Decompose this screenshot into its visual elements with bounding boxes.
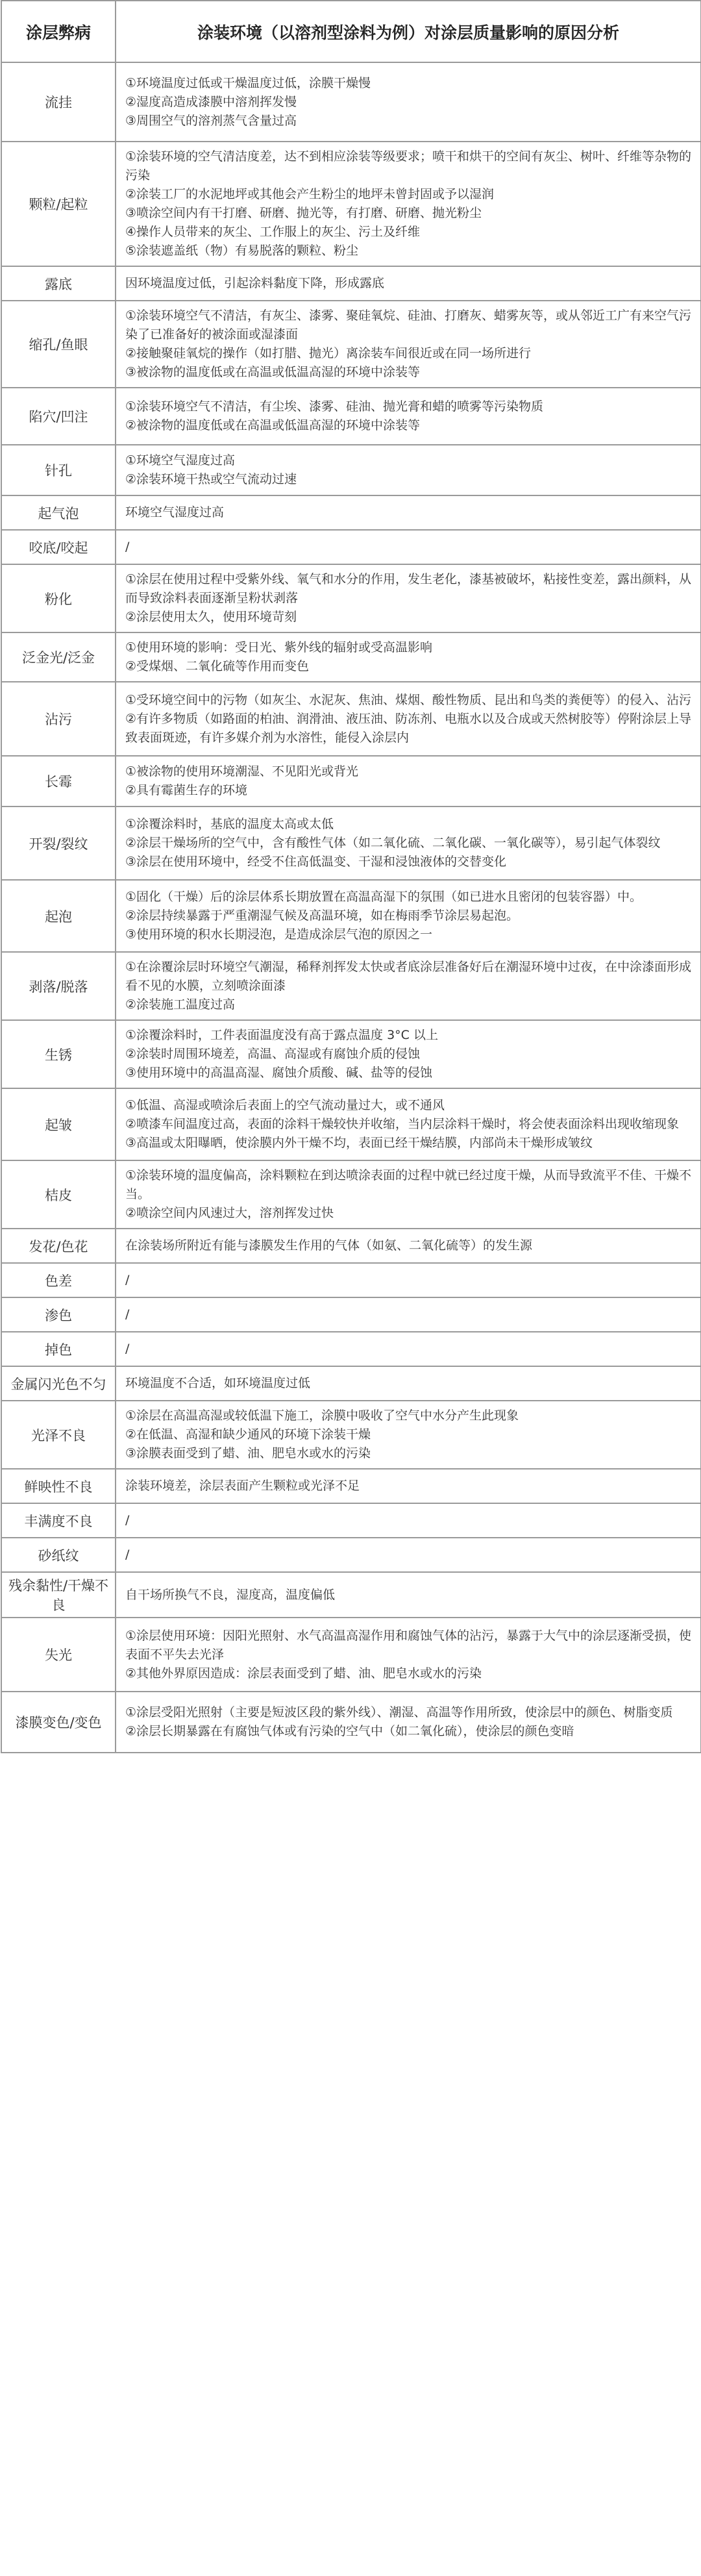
table-row xyxy=(1,62,701,142)
cause-cell xyxy=(116,495,701,530)
cause-line: / xyxy=(125,1342,130,1356)
cause-cell xyxy=(116,1469,701,1503)
table-row xyxy=(1,1469,701,1503)
cause-line: ②涂层使用太久，使用环境苛刻 xyxy=(125,610,297,624)
cause-cell xyxy=(116,807,701,880)
cause-cell xyxy=(116,1088,701,1160)
cause-line: ①在涂覆涂层时环境空气潮湿，稀释剂挥发太快或者底涂层准备好后在潮湿环境中过夜，在中涂漆面形成看不见的水膜，立刻喷涂面漆 xyxy=(125,960,692,993)
cause-cell xyxy=(116,1332,701,1366)
table-row xyxy=(1,1020,701,1088)
cause-line: ②其他外界原因造成：涂层表面受到了蜡、油、肥皂水或水的污染 xyxy=(125,1666,482,1681)
defect-name-cell: 流挂 xyxy=(1,62,116,142)
cause-line: 涂装环境差，涂层表面产生颗粒或光泽不足 xyxy=(125,1479,360,1493)
defect-name-cell: 长霉 xyxy=(1,756,116,807)
defect-name-cell: 光泽不良 xyxy=(1,1401,116,1469)
cause-line: / xyxy=(125,1273,130,1287)
defect-name-cell: 起气泡 xyxy=(1,495,116,530)
cause-line: ③涂膜表面受到了蜡、油、肥皂水或水的污染 xyxy=(125,1446,371,1460)
table-row xyxy=(1,952,701,1020)
cause-cell xyxy=(116,564,701,632)
cause-line: ③周围空气的溶剂蒸气含量过高 xyxy=(125,113,297,128)
defect-name-cell: 残余黏性/干燥不良 xyxy=(1,1572,116,1618)
table-row xyxy=(1,1332,701,1366)
cause-line: ②受煤烟、二氧化硫等作用而变色 xyxy=(125,659,310,673)
defect-name-cell: 剥落/脱落 xyxy=(1,952,116,1020)
cause-line: 环境空气湿度过高 xyxy=(125,505,225,519)
cause-cell xyxy=(116,388,701,445)
table-row xyxy=(1,682,701,756)
defect-analysis-table xyxy=(1,0,701,1753)
cause-line: ②接触聚硅氧烷的操作（如打腊、抛光）离涂装车间很近或在同一场所进行 xyxy=(125,346,532,360)
cause-line: / xyxy=(125,1547,130,1562)
cause-cell xyxy=(116,1572,701,1618)
cause-line: ①使用环境的影响：受日光、紫外线的辐射或受高温影响 xyxy=(125,640,433,655)
cause-line: ①低温、高湿或喷涂后表面上的空气流动量过大，或不通风 xyxy=(125,1098,445,1112)
cause-cell xyxy=(116,1263,701,1297)
cause-line: ②涂装时周围环境差，高温、高湿或有腐蚀介质的侵蚀 xyxy=(125,1047,421,1061)
cause-line: / xyxy=(125,1513,130,1527)
table-row xyxy=(1,756,701,807)
table-row xyxy=(1,632,701,682)
defect-name-cell: 掉色 xyxy=(1,1332,116,1366)
defect-name-cell: 露底 xyxy=(1,266,116,301)
defect-name-cell: 起泡 xyxy=(1,880,116,952)
cause-line: ③使用环境的积水长期浸泡，是造成涂层气泡的原因之一 xyxy=(125,927,433,942)
defect-name-cell: 鲜映性不良 xyxy=(1,1469,116,1503)
cause-line: ②被涂物的温度低或在高温或低温高湿的环境中涂装等 xyxy=(125,418,421,432)
cause-line: 在涂装场所附近有能与漆膜发生作用的气体（如氨、二氧化硫等）的发生源 xyxy=(125,1238,533,1253)
table-row xyxy=(1,1503,701,1538)
table-row xyxy=(1,301,701,388)
table-header-row xyxy=(1,1,701,62)
cause-line: ②具有霉菌生存的环境 xyxy=(125,783,248,797)
table-row xyxy=(1,1366,701,1401)
cause-line: ②有许多物质（如路面的柏油、润滑油、液压油、防冻剂、电瓶水以及合成或天然树胶等）停附涂层上导致表面斑迹，有许多媒介剂为水溶性，能侵入涂层内 xyxy=(125,711,692,745)
cause-line: ③高温或太阳曝晒，使涂膜内外干燥不均，表面已经干燥结膜，内部尚未干燥形成皱纹 xyxy=(125,1136,593,1150)
cause-line: ①涂层在高温高湿或较低温下施工，涂膜中吸收了空气中水分产生此现象 xyxy=(125,1408,519,1423)
table-row xyxy=(1,142,701,266)
defect-name-cell: 生锈 xyxy=(1,1020,116,1088)
cause-line: / xyxy=(125,1307,130,1321)
cause-cell xyxy=(116,952,701,1020)
cause-cell xyxy=(116,301,701,388)
cause-line: ①涂装环境空气不清洁，有灰尘、漆雾、聚硅氧烷、硅油、打磨灰、蜡雾灰等，或从邻近工广有来空气污染了已准备好的被涂面或湿漆面 xyxy=(125,308,692,342)
cause-line: ①涂装环境的温度偏高，涂料颗粒在到达喷涂表面的过程中就已经过度干燥，从而导致流平不佳、干燥不当。 xyxy=(125,1168,692,1201)
defect-name-cell: 砂纸纹 xyxy=(1,1538,116,1572)
defect-name-cell: 起皱 xyxy=(1,1088,116,1160)
cause-line: ③被涂物的温度低或在高温或低温高湿的环境中涂装等 xyxy=(125,365,421,379)
cause-cell xyxy=(116,1366,701,1401)
cause-line: ②喷涂空间内风速过大，溶剂挥发过快 xyxy=(125,1206,334,1220)
cause-line: ①涂层在使用过程中受紫外线、氧气和水分的作用，发生老化，漆基被破坏，粘接性变差，露出颜料，从而导致涂料表面逐渐呈粉状剥落 xyxy=(125,572,692,605)
cause-line: ②涂装工厂的水泥地坪或其他会产生粉尘的地坪未曾封固或予以湿润 xyxy=(125,187,495,201)
defect-name-cell: 陷穴/凹注 xyxy=(1,388,116,445)
cause-line: ②涂装环境干热或空气流动过速 xyxy=(125,472,297,486)
table-row xyxy=(1,807,701,880)
cause-line: ①涂层受阳光照射（主要是短波区段的紫外线）、潮湿、高温等作用所致，使涂层中的颜色、树脂变质 xyxy=(125,1705,673,1719)
cause-cell xyxy=(116,1297,701,1332)
cause-cell xyxy=(116,62,701,142)
cause-line: ⑤涂装遮盖纸（物）有易脱落的颗粒、粉尘 xyxy=(125,244,359,258)
cause-cell xyxy=(116,445,701,495)
defect-name-cell: 针孔 xyxy=(1,445,116,495)
table-row xyxy=(1,266,701,301)
table-row xyxy=(1,880,701,952)
cause-cell xyxy=(116,1229,701,1263)
cause-line: ①涂装环境空气不清洁，有尘埃、漆雾、硅油、抛光膏和蜡的喷雾等污染物质 xyxy=(125,399,544,414)
table-row xyxy=(1,1263,701,1297)
cause-line: ①受环境空间中的污物（如灰尘、水泥灰、焦油、煤烟、酸性物质、昆出和鸟类的粪便等）的侵入、沾污 xyxy=(125,692,692,707)
cause-cell xyxy=(116,142,701,266)
cause-line: ①被涂物的使用环境潮湿、不见阳光或背光 xyxy=(125,764,359,779)
cause-line: ③使用环境中的高温高湿、腐蚀介质酸、碱、盐等的侵蚀 xyxy=(125,1066,433,1080)
table-row xyxy=(1,1401,701,1469)
defect-name-cell: 开裂/裂纹 xyxy=(1,807,116,880)
defect-name-cell: 渗色 xyxy=(1,1297,116,1332)
cause-cell xyxy=(116,1401,701,1469)
cause-line: ②喷漆车间温度过高，表面的涂料干燥较快并收缩，当内层涂料干燥时，将会使表面涂料出现收缩现象 xyxy=(125,1117,680,1131)
table-row xyxy=(1,1692,701,1753)
cause-cell xyxy=(116,632,701,682)
defect-name-cell: 咬底/咬起 xyxy=(1,530,116,564)
cause-line: ②在低温、高湿和缺少通风的环境下涂装干燥 xyxy=(125,1427,371,1442)
table-row xyxy=(1,1572,701,1618)
cause-line: ④操作人员带来的灰尘、工作服上的灰尘、污土及纤维 xyxy=(125,225,421,239)
cause-cell xyxy=(116,266,701,301)
defect-name-cell: 金属闪光色不匀 xyxy=(1,1366,116,1401)
defect-name-cell: 丰满度不良 xyxy=(1,1503,116,1538)
table-row xyxy=(1,530,701,564)
cause-line: ①环境空气湿度过高 xyxy=(125,453,236,468)
defect-name-cell: 失光 xyxy=(1,1618,116,1692)
table-row xyxy=(1,1538,701,1572)
cause-line: ①环境温度过低或干燥温度过低，涂膜干燥慢 xyxy=(125,75,371,90)
cause-line: / xyxy=(125,540,130,554)
defect-name-cell: 桔皮 xyxy=(1,1160,116,1229)
cause-cell xyxy=(116,1160,701,1229)
cause-cell xyxy=(116,1538,701,1572)
cause-line: 环境温度不合适，如环境温度过低 xyxy=(125,1376,311,1390)
cause-line: ①涂层使用环境：因阳光照射、水气高温高湿作用和腐蚀气体的沾污，暴露于大气中的涂层逐渐受损，使表面不平失去光泽 xyxy=(125,1628,692,1662)
column-header-cause: 涂装环境（以溶剂型涂料为例）对涂层质量影响的原因分析 xyxy=(116,1,701,62)
table-row xyxy=(1,564,701,632)
cause-line: ②涂层长期暴露在有腐蚀气体或有污染的空气中（如二氧化硫），使涂层的颜色变暗 xyxy=(125,1724,574,1738)
cause-line: ②湿度高造成漆膜中溶剂挥发慢 xyxy=(125,94,297,109)
cause-cell xyxy=(116,1503,701,1538)
defect-name-cell: 发花/色花 xyxy=(1,1229,116,1263)
cause-cell xyxy=(116,1618,701,1692)
cause-line: ③涂层在使用环境中，经受不住高低温变、干湿和浸蚀液体的交替变化 xyxy=(125,855,507,869)
cause-cell xyxy=(116,530,701,564)
cause-line: ①涂装环境的空气清洁度差，达不到相应涂装等级要求；喷干和烘干的空间有灰尘、树叶、纤维等杂物的污染 xyxy=(125,149,692,182)
cause-line: ①涂覆涂料时，基底的温度太高或太低 xyxy=(125,817,334,831)
cause-line: ①涂覆涂料时，工件表面温度没有高于露点温度 3°C 以上 xyxy=(125,1028,438,1042)
defect-name-cell: 沾污 xyxy=(1,682,116,756)
table-row xyxy=(1,1618,701,1692)
table-row xyxy=(1,1229,701,1263)
table-row xyxy=(1,388,701,445)
cause-cell xyxy=(116,1692,701,1753)
column-header-defect: 涂层弊病 xyxy=(1,1,116,62)
table-row xyxy=(1,1088,701,1160)
cause-cell xyxy=(116,682,701,756)
table-body xyxy=(1,62,701,1753)
table-row xyxy=(1,1160,701,1229)
defect-name-cell: 粉化 xyxy=(1,564,116,632)
defect-name-cell: 色差 xyxy=(1,1263,116,1297)
cause-line: ①固化（干燥）后的涂层体系长期放置在高温高湿下的氛围（如已进水且密闭的包装容器）中。 xyxy=(125,890,643,904)
cause-line: ②涂层干燥场所的空气中，含有酸性气体（如二氧化硫、二氧化碳、一氧化碳等），易引起气体裂纹 xyxy=(125,836,661,850)
defect-name-cell: 缩孔/鱼眼 xyxy=(1,301,116,388)
cause-cell xyxy=(116,756,701,807)
defect-name-cell: 颗粒/起粒 xyxy=(1,142,116,266)
cause-cell xyxy=(116,1020,701,1088)
cause-line: ②涂层持续暴露于严重潮湿气候及高温环境，如在梅雨季节涂层易起泡。 xyxy=(125,908,519,923)
cause-line: 因环境温度过低，引起涂料黏度下降，形成露底 xyxy=(125,276,385,290)
table-row xyxy=(1,1297,701,1332)
cause-line: ②涂装施工温度过高 xyxy=(125,997,236,1012)
defect-name-cell: 泛金光/泛金 xyxy=(1,632,116,682)
cause-line: ③喷涂空间内有干打磨、研磨、抛光等，有打磨、研磨、抛光粉尘 xyxy=(125,206,482,220)
cause-cell xyxy=(116,880,701,952)
defect-name-cell: 漆膜变色/变色 xyxy=(1,1692,116,1753)
table-row xyxy=(1,445,701,495)
table-row xyxy=(1,495,701,530)
cause-line: 自干场所换气不良，湿度高，温度偏低 xyxy=(125,1587,336,1602)
